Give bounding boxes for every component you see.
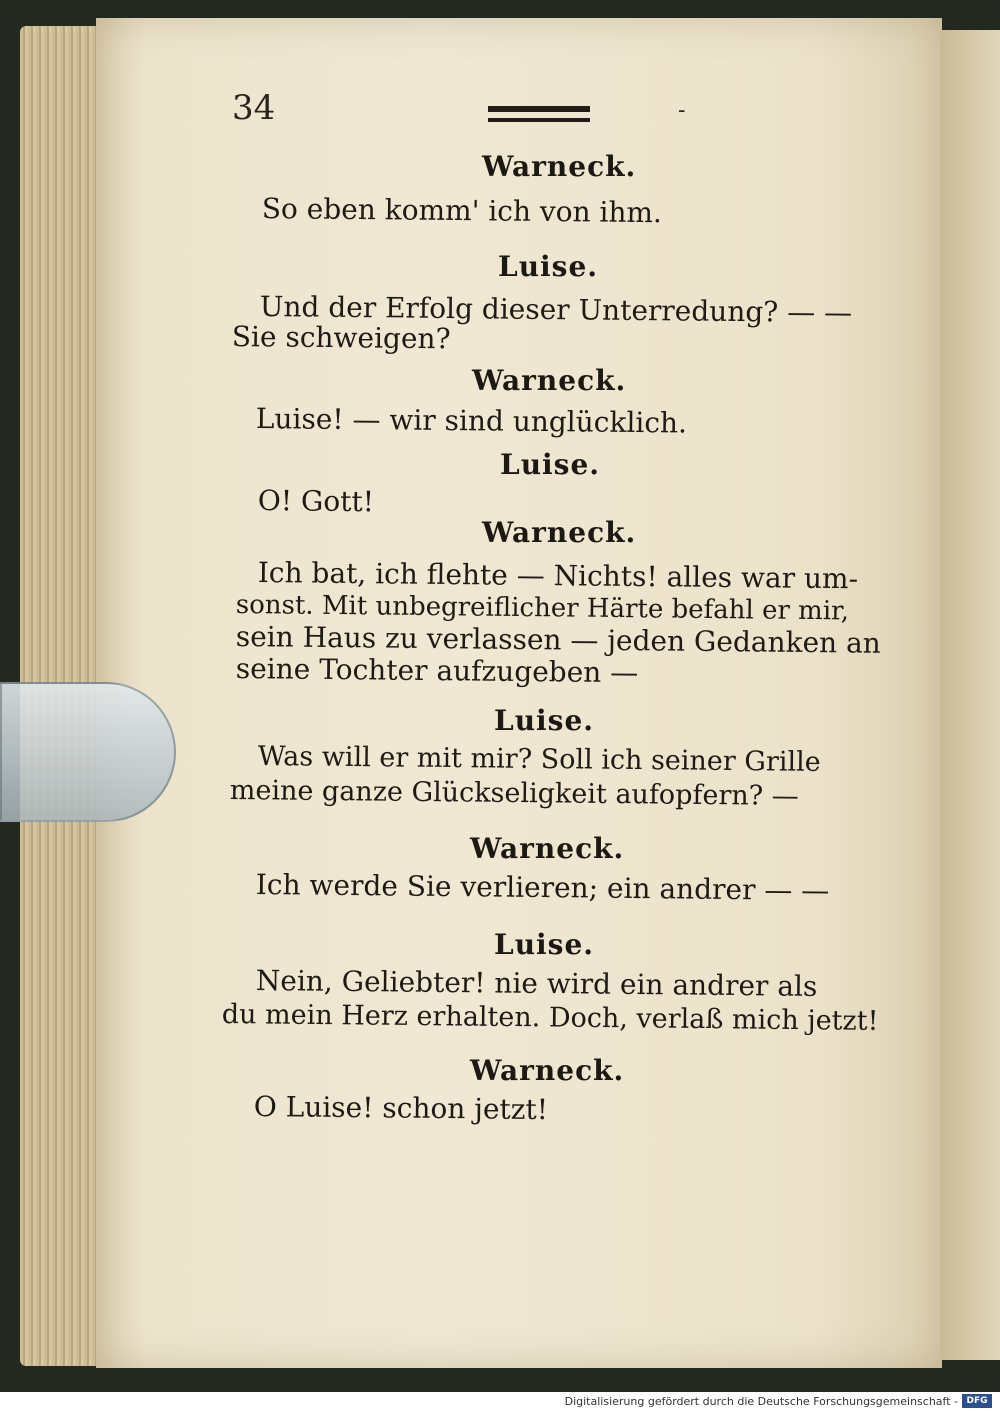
speech-line: Ich werde Sie verlieren; ein andrer — — [255, 868, 830, 908]
page-number: 34 [232, 88, 276, 128]
speech-line: Luise! — wir sind unglücklich. [255, 402, 688, 440]
funding-credit: Digitalisierung gefördert durch die Deutsche Forschungsgemeinschaft - [564, 1395, 958, 1408]
speech-line: du mein Herz erhalten. Doch, verlaß mich jetzt! [221, 999, 879, 1037]
header-tick: - [678, 98, 686, 123]
speech-line: Was will er mit mir? Soll ich seiner Grille [257, 741, 821, 778]
speech-line: So eben komm' ich von ihm. [261, 192, 663, 230]
speaker-name: Luise. [500, 448, 601, 481]
speaker-name: Luise. [498, 250, 599, 283]
speaker-name: Warneck. [482, 150, 637, 183]
speaker-name: Warneck. [470, 832, 625, 865]
speaker-name: Luise. [494, 928, 595, 961]
dfg-logo: DFG [962, 1394, 992, 1408]
speech-line: Nein, Geliebter! nie wird ein andrer als [255, 964, 818, 1003]
footer-bar [0, 1392, 1000, 1413]
speech-line: meine ganze Glückseligkeit aufopfern? — [229, 775, 799, 812]
speaker-name: Warneck. [472, 364, 627, 397]
page-clip [0, 682, 176, 822]
speaker-name: Warneck. [482, 516, 637, 549]
speech-line: O! Gott! [257, 484, 375, 519]
speech-line: Und der Erfolg dieser Unterredung? — — [259, 290, 853, 330]
speech-line: Sie schweigen? [231, 320, 451, 356]
facing-page-edge [940, 30, 1000, 1360]
speech-line: sonst. Mit unbegreiflicher Härte befahl er mir, [235, 590, 850, 627]
speech-line: Ich bat, ich flehte — Nichts! alles war um- [257, 556, 859, 596]
speech-line: O Luise! schon jetzt! [253, 1090, 549, 1127]
speaker-name: Luise. [494, 704, 595, 737]
header-rule [488, 106, 590, 122]
speaker-name: Warneck. [470, 1054, 625, 1087]
speech-line: sein Haus zu verlassen — jeden Gedanken an [235, 620, 881, 660]
speech-line: seine Tochter aufzugeben — [235, 652, 639, 690]
